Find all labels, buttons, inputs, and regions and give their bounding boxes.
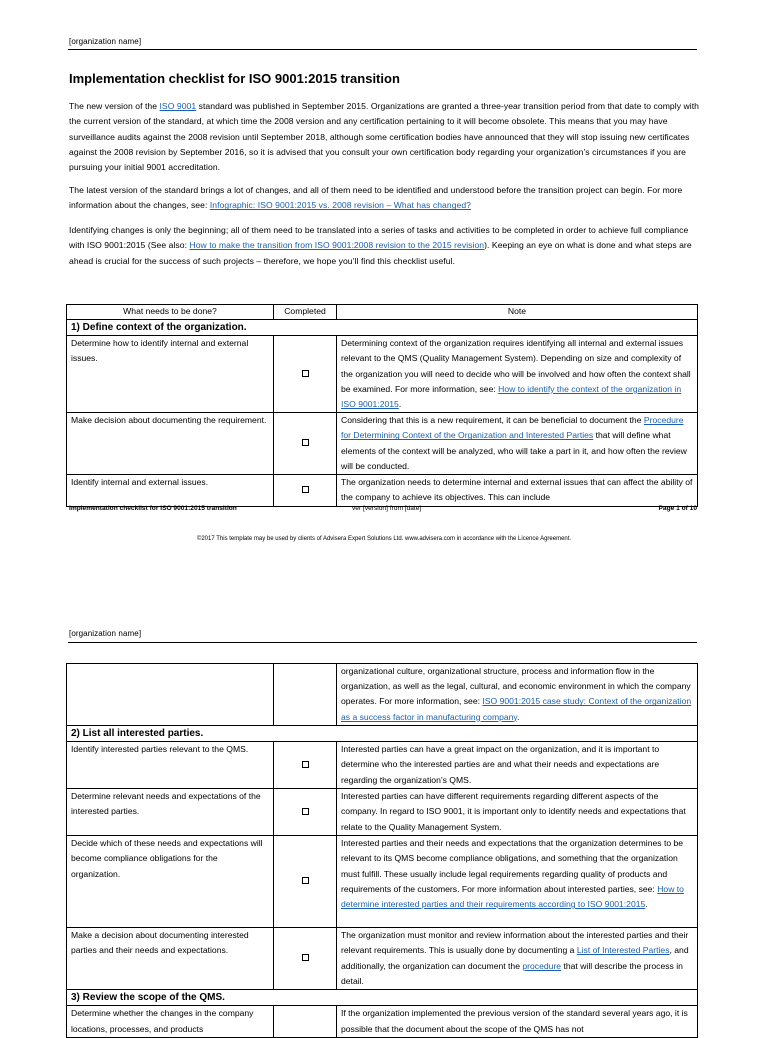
table-row <box>67 475 698 506</box>
task-cell: Identify interested parties relevant to the QMS. <box>67 742 274 789</box>
col-header-task: What needs to be done? <box>67 305 274 320</box>
page-footer <box>69 505 697 512</box>
section-row <box>67 990 698 1006</box>
completed-cell <box>274 664 337 726</box>
header-rule <box>68 642 697 643</box>
checkbox-icon[interactable] <box>302 486 309 493</box>
note-cell: The organization needs to determine internal and external issues that can affect the ability of the company to achieve its objectives. This can include <box>337 475 698 506</box>
task-cell: Determine relevant needs and expectations of the interested parties. <box>67 789 274 836</box>
procedure-link[interactable]: procedure <box>522 960 562 971</box>
task-cell: Determine whether the changes in the company locations, processes, and products <box>67 1006 274 1037</box>
section-title-interested-parties: 2) List all interested parties. <box>67 726 698 742</box>
checkbox-icon[interactable] <box>302 761 309 768</box>
task-cell: Make a decision about documenting interested parties and their needs and expectations. <box>67 928 274 990</box>
intro-paragraph-3: Identifying changes is only the beginning; all of them need to be translated into a series of tasks and activities to be completed in order to achieve full compliance with ISO 9001:2015 (See also: How to make the transition from ISO 9001:2008 revision to the 2015 revision). Keeping an eye on what is done and what steps are ahead is crucial for the success of such projects – therefore, we hope you’ll find this checklist useful. <box>69 225 692 266</box>
footer-version: ver [version] from [date] <box>352 505 422 512</box>
case-study-link[interactable]: ISO 9001:2015 case study: Context of the organization as a success factor in manufacturing company <box>341 696 692 722</box>
completed-cell <box>274 336 337 413</box>
table-row <box>67 742 698 789</box>
note-cell: The organization must monitor and review information about the interested parties and their relevant requirements. This is usually done by documenting a List of Interested Parties, and additionally, the organization can document the procedure that will describe the process in detail. <box>337 928 698 990</box>
iso-9001-link[interactable]: ISO 9001 <box>159 101 197 111</box>
note-cell: organizational culture, organizational structure, process and information flow in the organization, as well as the legal, cultural, and economic environment in which the company operates. For more information, see: ISO 9001:2015 case study: Context of the organization as a success factor in manufacturing company. <box>337 664 698 726</box>
note-cell: Interested parties can have a great impact on the organization, and it is important to determine who the interested parties are and what their needs and expectations are regarding the organization’s QMS. <box>337 742 698 789</box>
checkbox-icon[interactable] <box>302 877 309 884</box>
document-page-2 <box>0 615 768 1034</box>
footer-page-number: Page 1 of 10 <box>658 505 697 512</box>
completed-cell <box>274 475 337 506</box>
table-row <box>67 1006 698 1037</box>
copyright-notice: ©2017 This template may be used by clients of Advisera Expert Solutions Ltd. www.advisera.com in accordance with the Licence Agreement. <box>196 536 572 542</box>
note-cell: Interested parties can have different requirements regarding different aspects of the company. In regard to ISO 9001, it is important only to identify needs and expectations that relate to the Quality Management System. <box>337 789 698 836</box>
checkbox-icon[interactable] <box>302 954 309 961</box>
col-header-completed: Completed <box>274 305 337 320</box>
task-cell: Decide which of these needs and expectations will become compliance obligations for the organization. <box>67 836 274 928</box>
context-article-link[interactable]: How to identify the context of the organization in ISO 9001:2015 <box>341 383 682 410</box>
procedure-context-link[interactable]: Procedure for Determining Context of the Organization and Interested Parties <box>341 415 684 441</box>
organization-name-header: [organization name] <box>69 629 142 638</box>
table-row <box>67 789 698 836</box>
completed-cell <box>274 1006 337 1037</box>
note-cell: Considering that this is a new requirement, it can be beneficial to document the Procedure for Determining Context of the Organization and Interested Parties that will define what elements of the context will be analyzed, who will take a part in it, and how often the review will be conducted. <box>337 413 698 475</box>
section-title-scope: 3) Review the scope of the QMS. <box>67 990 698 1006</box>
table-row <box>67 413 698 475</box>
organization-name-header: [organization name] <box>69 37 142 46</box>
col-header-note: Note <box>337 305 698 320</box>
note-cell: If the organization implemented the previous version of the standard several years ago, it is possible that the document about the scope of the QMS has not <box>337 1006 698 1037</box>
completed-cell <box>274 928 337 990</box>
checklist-table-continued <box>66 663 698 1038</box>
completed-cell <box>274 836 337 928</box>
footer-doc-title: Implementation checklist for ISO 9001:2015 transition <box>69 505 237 512</box>
checklist-table <box>66 304 698 507</box>
table-row <box>67 836 698 928</box>
completed-cell <box>274 413 337 475</box>
interested-parties-article-link[interactable]: How to determine interested parties and their requirements according to ISO 9001:2015 <box>341 883 684 910</box>
document-title: Implementation checklist for ISO 9001:2015 transition <box>69 71 400 86</box>
section-row <box>67 726 698 742</box>
checkbox-icon[interactable] <box>302 439 309 446</box>
transition-article-link[interactable]: How to make the transition from ISO 9001:2008 revision to the 2015 revision <box>189 240 485 251</box>
task-cell: Identify internal and external issues. <box>67 475 274 506</box>
completed-cell <box>274 789 337 836</box>
section-row <box>67 320 698 336</box>
intro-paragraph-1: The new version of the ISO 9001 standard was published in September 2015. Organizations are granted a three-year transition period from that date to comply with the current version of the standard, at which time the 2008 version and any certification pertaining to it will become obsolete. This means that you may have surveillance audits against the 2008 revision until September 2018, although some certification bodies have announced that they will stop issuing new certificates against the 2008 revision by September 2016, so it is advised that you consult your own certification body regarding your organization’s circumstances if you are pursuing your initial 9001 accreditation. <box>69 101 699 173</box>
table-row <box>67 928 698 990</box>
task-cell: Make decision about documenting the requirement. <box>67 413 274 475</box>
table-row <box>67 664 698 726</box>
checkbox-icon[interactable] <box>302 808 309 815</box>
section-title-context: 1) Define context of the organization. <box>67 320 698 336</box>
infographic-link[interactable]: Infographic: ISO 9001:2015 vs. 2008 revision – What has changed? <box>209 200 472 211</box>
note-cell: Determining context of the organization requires identifying all internal and external issues relevant to the QMS (Quality Management System). Depending on size and complexity of the organization you will need to decide who will be involved and how often the context shall be examined. For more information, see: How to identify the context of the organization in ISO 9001:2015. <box>337 336 698 413</box>
table-header-row <box>67 305 698 320</box>
task-cell: Determine how to identify internal and external issues. <box>67 336 274 413</box>
table-row <box>67 336 698 413</box>
note-cell: Interested parties and their needs and expectations that the organization determines to be relevant to its QMS become compliance obligations, and something that the organization must fulfill. These usually include legal requirements regarding quality of products and requirements of the customers. For more information about interested parties, see: How to determine interested parties and their requirements according to ISO 9001:2015. <box>337 836 698 928</box>
checkbox-icon[interactable] <box>302 370 309 377</box>
completed-cell <box>274 742 337 789</box>
task-cell <box>67 664 274 726</box>
intro-paragraph-2: The latest version of the standard brings a lot of changes, and all of them need to be identified and understood before the transition project can begin. For more information about the changes, see: Infographic: ISO 9001:2015 vs. 2008 revision – What has changed? <box>69 185 683 211</box>
list-of-interested-parties-link[interactable]: List of Interested Parties <box>576 945 670 956</box>
header-rule <box>68 49 697 50</box>
